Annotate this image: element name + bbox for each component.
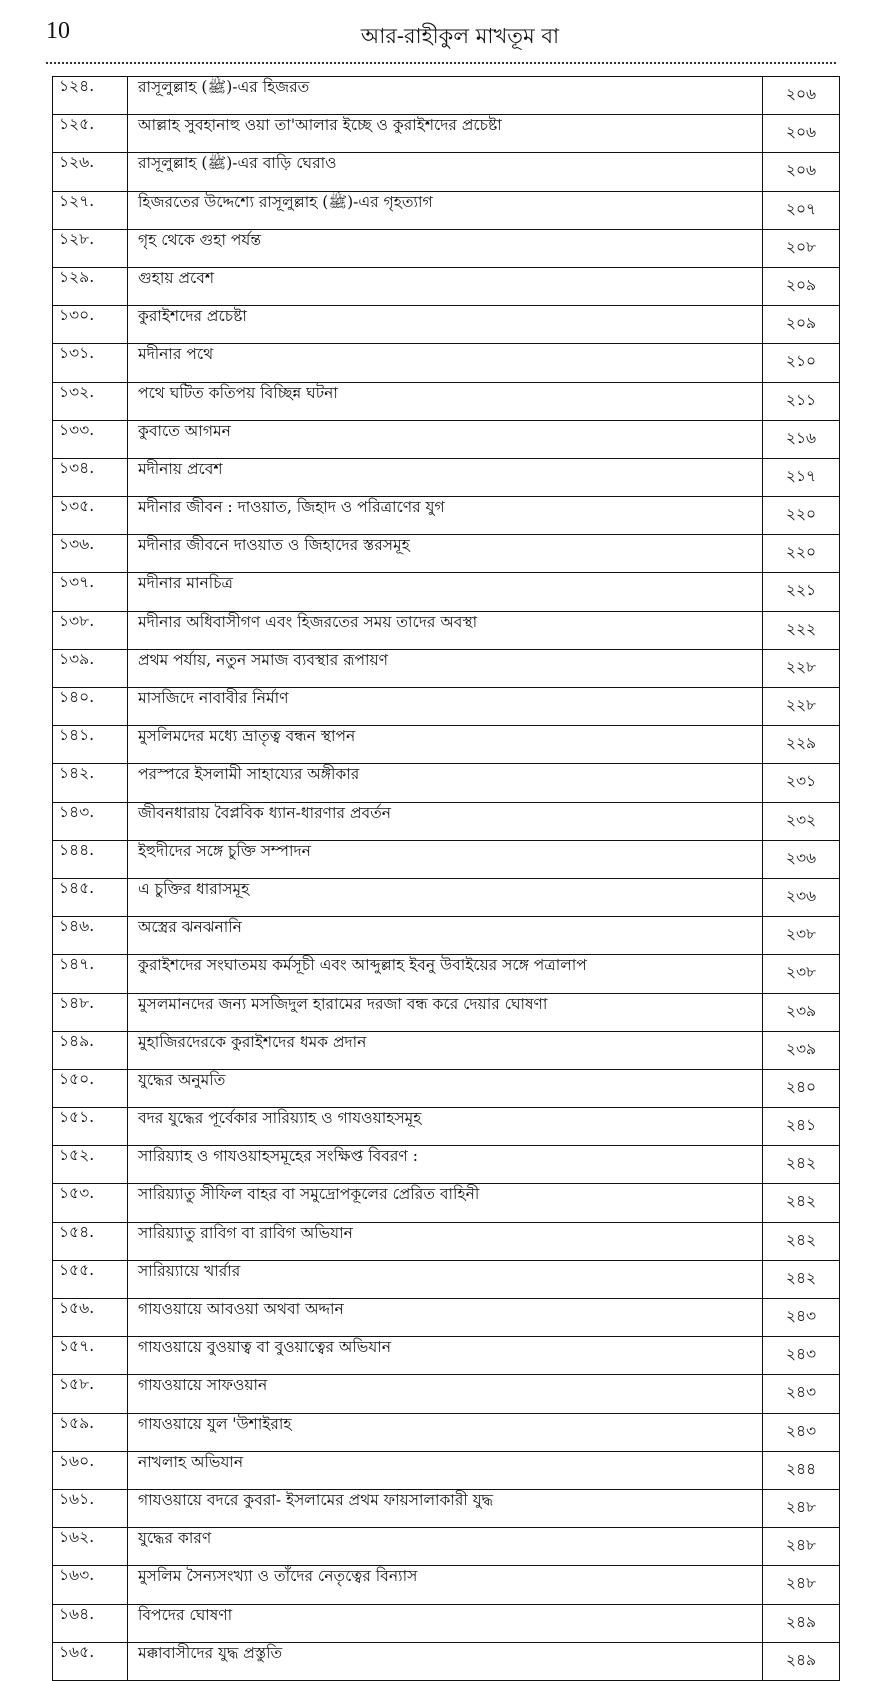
entry-number: ১৪০. <box>53 688 128 726</box>
entry-number: ১৫৪. <box>53 1222 128 1260</box>
entry-page: ২৪৮ <box>763 1528 840 1566</box>
toc-body <box>53 77 840 1681</box>
entry-number: ১২৯. <box>53 267 128 305</box>
table-row <box>53 688 840 726</box>
entry-page: ২৩১ <box>763 764 840 802</box>
table-row <box>53 382 840 420</box>
table-row <box>53 115 840 153</box>
entry-title: সারিয়্যাতু সীফিল বাহর বা সমুদ্রোপকূলের প্রেরিত বাহিনী <box>128 1184 763 1222</box>
entry-title: মদীনার অধিবাসীগণ এবং হিজরতের সময় তাদের অবস্থা <box>128 611 763 649</box>
entry-page: ২৩৬ <box>763 878 840 916</box>
entry-number: ১৬২. <box>53 1528 128 1566</box>
page-number: 10 <box>46 18 70 44</box>
entry-page: ২১৬ <box>763 420 840 458</box>
entry-page: ২৩৬ <box>763 840 840 878</box>
table-row <box>53 611 840 649</box>
entry-title: কুরাইশদের প্রচেষ্টা <box>128 306 763 344</box>
entry-title: মদীনার মানচিত্র <box>128 573 763 611</box>
entry-title: মাসজিদে নাবাবীর নির্মাণ <box>128 688 763 726</box>
table-row <box>53 726 840 764</box>
entry-page: ২৪৯ <box>763 1604 840 1642</box>
table-row <box>53 1642 840 1680</box>
entry-page: ২০৬ <box>763 77 840 115</box>
entry-page: ২১৭ <box>763 458 840 496</box>
entry-number: ১৪১. <box>53 726 128 764</box>
entry-number: ১৫১. <box>53 1108 128 1146</box>
table-row <box>53 420 840 458</box>
entry-number: ১৩৬. <box>53 535 128 573</box>
entry-number: ১৫০. <box>53 1069 128 1107</box>
entry-number: ১৩১. <box>53 344 128 382</box>
table-row <box>53 344 840 382</box>
entry-number: ১৩৮. <box>53 611 128 649</box>
entry-number: ১৫৭. <box>53 1337 128 1375</box>
entry-title: সারিয়্যাহ ও গাযওয়াহসমূহের সংক্ষিপ্ত বিবরণ : <box>128 1146 763 1184</box>
entry-page: ২৩৯ <box>763 993 840 1031</box>
table-row <box>53 1108 840 1146</box>
table-row <box>53 1260 840 1298</box>
entry-page: ২৪০ <box>763 1069 840 1107</box>
entry-page: ২৩৯ <box>763 1031 840 1069</box>
table-row <box>53 955 840 993</box>
entry-number: ১৪৮. <box>53 993 128 1031</box>
table-row <box>53 191 840 229</box>
entry-title: পথে ঘটিত কতিপয় বিচ্ছিন্ন ঘটনা <box>128 382 763 420</box>
table-row <box>53 77 840 115</box>
table-row <box>53 917 840 955</box>
table-of-contents <box>52 76 840 1681</box>
entry-title: ইহুদীদের সঙ্গে চুক্তি সম্পাদন <box>128 840 763 878</box>
entry-page: ২২০ <box>763 535 840 573</box>
entry-page: ২৪১ <box>763 1108 840 1146</box>
table-row <box>53 1146 840 1184</box>
entry-number: ১২৭. <box>53 191 128 229</box>
entry-page: ২২১ <box>763 573 840 611</box>
entry-title: গাযওয়ায়ে সাফওয়ান <box>128 1375 763 1413</box>
table-row <box>53 1299 840 1337</box>
entry-number: ১৫২. <box>53 1146 128 1184</box>
entry-title: আল্লাহ সুবহানাহু ওয়া তা'আলার ইচ্ছে ও কুরাইশদের প্রচেষ্টা <box>128 115 763 153</box>
entry-page: ২৪৮ <box>763 1566 840 1604</box>
table-row <box>53 1528 840 1566</box>
entry-page: ২৪২ <box>763 1260 840 1298</box>
entry-number: ১৬০. <box>53 1451 128 1489</box>
entry-number: ১৫৯. <box>53 1413 128 1451</box>
entry-number: ১৩৪. <box>53 458 128 496</box>
entry-number: ১৬১. <box>53 1489 128 1527</box>
entry-title: যুদ্ধের অনুমতি <box>128 1069 763 1107</box>
entry-page: ২০৭ <box>763 191 840 229</box>
entry-number: ১৪৪. <box>53 840 128 878</box>
entry-page: ২৪৩ <box>763 1299 840 1337</box>
table-row <box>53 306 840 344</box>
entry-title: রাসূলুল্লাহ (ﷺ)-এর হিজরত <box>128 77 763 115</box>
entry-title: মুহাজিরদেরকে কুরাইশদের ধমক প্রদান <box>128 1031 763 1069</box>
entry-title: যুদ্ধের কারণ <box>128 1528 763 1566</box>
entry-number: ১৬৩. <box>53 1566 128 1604</box>
entry-page: ২৩৮ <box>763 917 840 955</box>
entry-page: ২০৯ <box>763 267 840 305</box>
entry-title: গাযওয়ায়ে আবওয়া অথবা অদ্দান <box>128 1299 763 1337</box>
table-row <box>53 1184 840 1222</box>
entry-page: ২০৬ <box>763 153 840 191</box>
entry-page: ২১০ <box>763 344 840 382</box>
entry-number: ১৩০. <box>53 306 128 344</box>
running-title: আর-রাহীকুল মাখতূম বা <box>360 24 560 48</box>
table-row <box>53 153 840 191</box>
table-row <box>53 840 840 878</box>
entry-title: কুবাতে আগমন <box>128 420 763 458</box>
entry-title: বিপদের ঘোষণা <box>128 1604 763 1642</box>
table-row <box>53 535 840 573</box>
table-row <box>53 1604 840 1642</box>
entry-page: ২৪৯ <box>763 1642 840 1680</box>
entry-page: ২০৯ <box>763 306 840 344</box>
entry-title: গাযওয়ায়ে বদরে কুবরা- ইসলামের প্রথম ফায়সালাকারী যুদ্ধ <box>128 1489 763 1527</box>
entry-title: মদীনার জীবন : দাওয়াত, জিহাদ ও পরিত্রাণের যুগ <box>128 497 763 535</box>
entry-page: ২৪৩ <box>763 1375 840 1413</box>
entry-page: ২৪২ <box>763 1146 840 1184</box>
entry-number: ১৪৩. <box>53 802 128 840</box>
entry-page: ২৪৮ <box>763 1489 840 1527</box>
entry-number: ১৩৭. <box>53 573 128 611</box>
table-row <box>53 1031 840 1069</box>
entry-title: গৃহ থেকে গুহা পর্যন্ত <box>128 229 763 267</box>
entry-page: ২৪২ <box>763 1184 840 1222</box>
entry-page: ২১১ <box>763 382 840 420</box>
table-row <box>53 1451 840 1489</box>
entry-title: জীবনধারায় বৈপ্লবিক ধ্যান-ধারণার প্রবর্তন <box>128 802 763 840</box>
entry-number: ১২৬. <box>53 153 128 191</box>
dotted-divider <box>46 62 836 64</box>
table-row <box>53 1069 840 1107</box>
table-row <box>53 878 840 916</box>
table-row <box>53 458 840 496</box>
entry-page: ২৩৮ <box>763 955 840 993</box>
entry-number: ১৩৯. <box>53 649 128 687</box>
table-row <box>53 1337 840 1375</box>
entry-title: গাযওয়ায়ে যুল 'উশাইরাহ <box>128 1413 763 1451</box>
entry-page: ২৪৩ <box>763 1413 840 1451</box>
entry-title: মদীনায় প্রবেশ <box>128 458 763 496</box>
entry-number: ১৪২. <box>53 764 128 802</box>
entry-page: ২৪৩ <box>763 1337 840 1375</box>
entry-title: মুসলিম সৈন্যসংখ্যা ও তাঁদের নেতৃত্বের বিন্যাস <box>128 1566 763 1604</box>
table-row <box>53 649 840 687</box>
entry-title: গুহায় প্রবেশ <box>128 267 763 305</box>
table-row <box>53 229 840 267</box>
entry-number: ১৩৩. <box>53 420 128 458</box>
page-header <box>0 0 870 60</box>
entry-number: ১৫৩. <box>53 1184 128 1222</box>
entry-page: ২২৮ <box>763 688 840 726</box>
entry-title: মুসলমানদের জন্য মসজিদুল হারামের দরজা বন্ধ করে দেয়ার ঘোষণা <box>128 993 763 1031</box>
entry-title: প্রথম পর্যায়, নতুন সমাজ ব্যবস্থার রূপায়ণ <box>128 649 763 687</box>
entry-title: রাসূলুল্লাহ (ﷺ)-এর বাড়ি ঘেরাও <box>128 153 763 191</box>
entry-number: ১৪৫. <box>53 878 128 916</box>
entry-number: ১২৫. <box>53 115 128 153</box>
entry-number: ১৫৮. <box>53 1375 128 1413</box>
entry-page: ২৪২ <box>763 1222 840 1260</box>
table-row <box>53 802 840 840</box>
entry-page: ২০৮ <box>763 229 840 267</box>
entry-page: ২২২ <box>763 611 840 649</box>
entry-title: মদীনার জীবনে দাওয়াত ও জিহাদের স্তরসমূহ <box>128 535 763 573</box>
entry-number: ১৬৫. <box>53 1642 128 1680</box>
entry-title: বদর যুদ্ধের পূর্বেকার সারিয়্যাহ ও গাযওয়াহসমূহ <box>128 1108 763 1146</box>
entry-number: ১৫৫. <box>53 1260 128 1298</box>
entry-number: ১৩২. <box>53 382 128 420</box>
entry-number: ১৩৫. <box>53 497 128 535</box>
table-row <box>53 1489 840 1527</box>
entry-number: ১২৮. <box>53 229 128 267</box>
entry-page: ২০৬ <box>763 115 840 153</box>
entry-number: ১২৪. <box>53 77 128 115</box>
table-row <box>53 1413 840 1451</box>
entry-title: হিজরতের উদ্দেশ্যে রাসূলুল্লাহ (ﷺ)-এর গৃহত্যাগ <box>128 191 763 229</box>
table-row <box>53 993 840 1031</box>
entry-title: পরস্পরে ইসলামী সাহায্যের অঙ্গীকার <box>128 764 763 802</box>
entry-number: ১৪৯. <box>53 1031 128 1069</box>
entry-title: এ চুক্তির ধারাসমূহ <box>128 878 763 916</box>
entry-number: ১৫৬. <box>53 1299 128 1337</box>
entry-number: ১৪৬. <box>53 917 128 955</box>
entry-title: কুরাইশদের সংঘাতময় কর্মসূচী এবং আব্দুল্লাহ ইবনু উবাইয়ের সঙ্গে পত্রালাপ <box>128 955 763 993</box>
entry-title: মক্কাবাসীদের যুদ্ধ প্রস্তুতি <box>128 1642 763 1680</box>
entry-page: ২৪৪ <box>763 1451 840 1489</box>
entry-title: গাযওয়ায়ে বুওয়াত্ব বা বুওয়াত্বের অভিযান <box>128 1337 763 1375</box>
entry-title: মুসলিমদের মধ্যে ভ্রাতৃত্ব বন্ধন স্থাপন <box>128 726 763 764</box>
entry-title: সারিয়্যায়ে খার্রার <box>128 1260 763 1298</box>
entry-title: নাখলাহ অভিযান <box>128 1451 763 1489</box>
entry-title: সারিয়্যাতু রাবিগ বা রাবিগ অভিযান <box>128 1222 763 1260</box>
table-row <box>53 573 840 611</box>
entry-page: ২২০ <box>763 497 840 535</box>
entry-title: অস্ত্রের ঝনঝনানি <box>128 917 763 955</box>
table-row <box>53 1222 840 1260</box>
entry-page: ২৩২ <box>763 802 840 840</box>
table-row <box>53 267 840 305</box>
entry-page: ২২৮ <box>763 649 840 687</box>
entry-page: ২২৯ <box>763 726 840 764</box>
table-row <box>53 1375 840 1413</box>
entry-title: মদীনার পথে <box>128 344 763 382</box>
entry-number: ১৪৭. <box>53 955 128 993</box>
table-row <box>53 1566 840 1604</box>
table-row <box>53 764 840 802</box>
table-row <box>53 497 840 535</box>
entry-number: ১৬৪. <box>53 1604 128 1642</box>
